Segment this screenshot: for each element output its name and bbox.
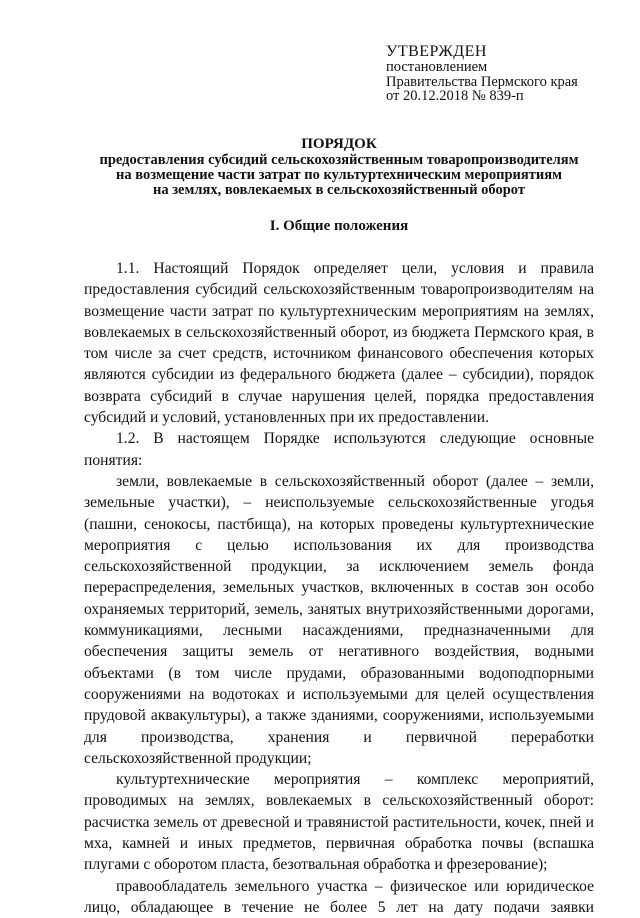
paragraph: 1.1. Настоящий Порядок определяет цели, условия и правила предоставления субсидий сельскохозяйственным товаропроизводителям на возмещение части затрат по культуртехническим мероприятиям на землях, вовлекаемых в сельскохозяйственный оборот, из бюджета Пермского края, в том числе за счет средств, источником финансового обеспечения которых являются субсидии из федерального бюджета (далее – субсидии), порядок возврата субсидий в случае нарушения целей, порядка предоставления субсидий и условий, установленных при их предоставлении. — [84, 260, 594, 427]
paragraph: культуртехнические мероприятия – комплекс мероприятий, проводимых на землях, вовлекаемых в сельскохозяйственный оборот: расчистка земель от древесной и травянистой растительности, кочек, пней и мха, камней и иных предметов, первичная обработка почвы (вспашка плугами с оборотом пласта, безотвальная обработка и фрезерование); — [84, 771, 594, 874]
subtitle-line: на землях, вовлекаемых в сельскохозяйственный оборот — [153, 182, 525, 198]
document-body — [84, 258, 594, 918]
approval-line: постановлением — [386, 59, 488, 75]
document-title: ПОРЯДОК — [301, 136, 377, 152]
document-subtitle — [84, 153, 594, 198]
section-heading: I. Общие положения — [269, 218, 409, 234]
approval-line: от 20.12.2018 № 839-п — [386, 88, 524, 104]
approval-line: Правительства Пермского края — [386, 73, 578, 90]
paragraph: правообладатель земельного участка – физическое или юридическое лицо, обладающее в течение не более 5 лет на дату подачи заявки — [84, 877, 594, 916]
approval-title: УТВЕРЖДЕН — [386, 43, 487, 60]
approval-stamp — [386, 44, 578, 104]
paragraph: земли, вовлекаемые в сельскохозяйственный оборот (далее – земли, земельные участки), – неиспользуемые сельскохозяйственные угодья (пашни, сенокосы, пастбища), на которых проведены культуртехнические мероприятия с целью использования их для производства сельскохозяйственной продукции, за исключением земель фонда перераспределения, земельных участков, включенных в состав зон особо охраняемых территорий, земель, занятых внутрихозяйственными дорогами, коммуникациями, лесными насаждениями, предназначенными для обеспечения защиты земель от негативного воздействия, водными объектами (в том числе прудами, образованными водоподпорными сооружениями на водотоках и используемыми для целей осуществления прудовой аквакультуры), а также зданиями, сооружениями, используемыми для производства, хранения и первичной переработки сельскохозяйственной продукции; — [84, 472, 594, 767]
paragraph: 1.2. В настоящем Порядке используются следующие основные понятия: — [84, 430, 594, 469]
subtitle-line: на возмещение части затрат по культуртехническим мероприятиям — [116, 167, 562, 183]
subtitle-line: предоставления субсидий сельскохозяйственным товаропроизводителям — [99, 152, 579, 168]
